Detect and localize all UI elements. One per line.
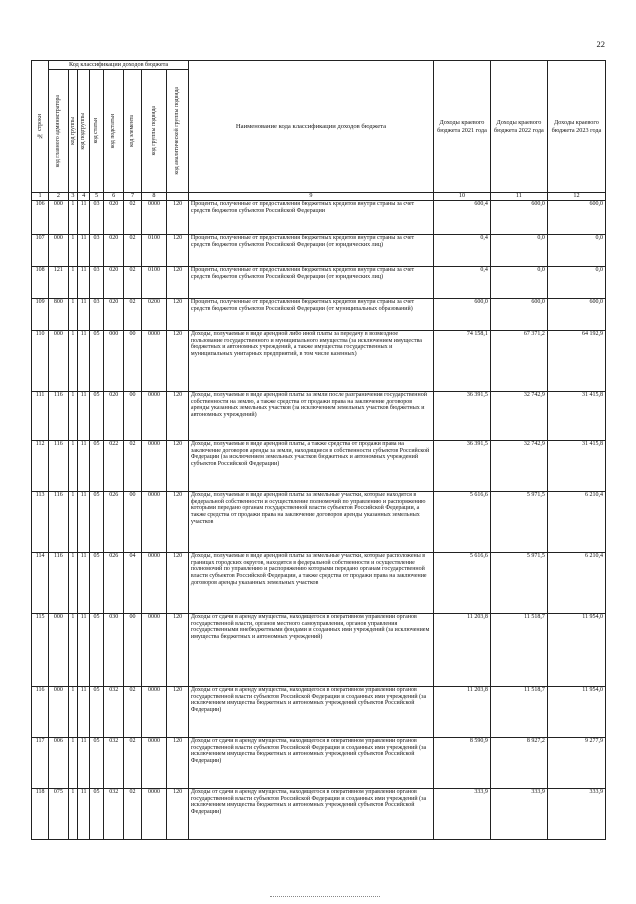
income-2022: 600,0 (490, 201, 547, 235)
income-code-name: Проценты, полученные от предоставления бюджетных кредитов внутри страны за счет средств бюджетов субъектов Российской Федерации (от муниципальных образований) (188, 299, 433, 331)
table-row (32, 392, 606, 441)
subtype-group-code: 0000 (141, 614, 167, 687)
page-number: 22 (596, 39, 605, 49)
subgroup-code: 11 (78, 299, 90, 331)
income-2021: 11 203,8 (433, 687, 490, 738)
subarticle-code: 020 (103, 235, 123, 267)
income-2022: 5 971,5 (490, 553, 547, 614)
admin-code: 121 (49, 267, 68, 299)
article-code: 05 (90, 789, 104, 840)
subgroup-code: 11 (78, 267, 90, 299)
income-code-name: Доходы, получаемые в виде арендной либо иной платы за передачу в возмездное пользование государственного и муниципального имущества (за исключением имущества бюджетных и автономных учреждений, а также имущества государственных и муниципальных унитарных предприятий, в том числе казенных) (188, 331, 433, 392)
element-code: 02 (124, 267, 141, 299)
income-code-name: Проценты, полученные от предоставления бюджетных кредитов внутри страны за счет средств бюджетов субъектов Российской Федерации (от юридических лиц) (188, 235, 433, 267)
admin-code: 075 (49, 789, 68, 840)
subgroup-code: 11 (78, 392, 90, 441)
element-code: 00 (124, 331, 141, 392)
income-code-name: Проценты, полученные от предоставления бюджетных кредитов внутри страны за счет средств бюджетов субъектов Российской Федерации (от юридических лиц) (188, 267, 433, 299)
subtype-group-code: 0000 (141, 789, 167, 840)
group-code: 1 (68, 738, 78, 789)
income-2021: 36 391,5 (433, 441, 490, 492)
subtype-group-code: 0000 (141, 331, 167, 392)
income-2023: 0,0 (547, 267, 605, 299)
header-income-2021: Доходы краевого бюджета 2021 года (433, 61, 490, 193)
subgroup-code: 11 (78, 614, 90, 687)
header-group-code: код группы (68, 70, 78, 193)
analytic-group-code: 120 (167, 392, 189, 441)
column-number: 10 (433, 193, 490, 201)
analytic-group-code: 120 (167, 299, 189, 331)
article-code: 03 (90, 299, 104, 331)
element-code: 02 (124, 687, 141, 738)
admin-code: 116 (49, 553, 68, 614)
income-2021: 36 391,5 (433, 392, 490, 441)
income-code-name: Доходы, получаемые в виде арендной платы, а также средства от продажи права на заключение договоров аренды за земли, находящиеся в собственности субъектов Российской Федерации (за исключением земельных участков бюджетных и автономных учреждений субъектов Российской Федерации) (188, 441, 433, 492)
income-2022: 333,9 (490, 789, 547, 840)
subarticle-code: 026 (103, 492, 123, 553)
header-income-2022: Доходы краевого бюджета 2022 года (490, 61, 547, 193)
subtype-group-code: 0000 (141, 201, 167, 235)
header-admin-code: код главного администратора (49, 70, 68, 193)
analytic-group-code: 120 (167, 201, 189, 235)
element-code: 02 (124, 235, 141, 267)
subgroup-code: 11 (78, 492, 90, 553)
article-code: 05 (90, 614, 104, 687)
table-row (32, 614, 606, 687)
row-number: 113 (32, 492, 49, 553)
income-2022: 8 927,2 (490, 738, 547, 789)
element-code: 04 (124, 553, 141, 614)
group-code: 1 (68, 441, 78, 492)
income-2022: 32 742,9 (490, 392, 547, 441)
admin-code: 000 (49, 614, 68, 687)
analytic-group-code: 120 (167, 235, 189, 267)
subtype-group-code: 0100 (141, 235, 167, 267)
row-number: 117 (32, 738, 49, 789)
income-2023: 31 415,8 (547, 392, 605, 441)
header-analytic-group-code: код аналитической группы подвида (167, 70, 189, 193)
row-number: 108 (32, 267, 49, 299)
subtype-group-code: 0000 (141, 553, 167, 614)
table-row (32, 738, 606, 789)
income-code-name: Доходы, получаемые в виде арендной платы за земли после разграничения государственной собственности на землю, а также средства от продажи права на заключение договоров аренды указанных земельных участков (за исключением земельных участков бюджетных и автономных учреждений) (188, 392, 433, 441)
group-code: 1 (68, 789, 78, 840)
income-code-name: Доходы, получаемые в виде арендной платы за земельные участки, которые находятся в федеральной собственности и осуществление полномочий по управлению и распоряжению которыми передано органам государственной власти субъектов Российской Федерации, а также средства от продажи права на заключение договоров аренды указанных земельных участков (188, 492, 433, 553)
income-2021: 333,9 (433, 789, 490, 840)
subtype-group-code: 0000 (141, 492, 167, 553)
table-row (32, 441, 606, 492)
table-row (32, 331, 606, 392)
analytic-group-code: 120 (167, 789, 189, 840)
table-row (32, 553, 606, 614)
column-number: 12 (547, 193, 605, 201)
table-row (32, 201, 606, 235)
income-2023: 31 415,8 (547, 441, 605, 492)
table-row (32, 267, 606, 299)
column-number: 7 (124, 193, 141, 201)
row-number: 109 (32, 299, 49, 331)
element-code: 00 (124, 492, 141, 553)
subgroup-code: 11 (78, 687, 90, 738)
admin-code: 000 (49, 201, 68, 235)
admin-code: 116 (49, 492, 68, 553)
subarticle-code: 026 (103, 553, 123, 614)
subarticle-code: 022 (103, 441, 123, 492)
income-2022: 0,0 (490, 235, 547, 267)
element-code: 02 (124, 789, 141, 840)
income-2023: 600,0 (547, 201, 605, 235)
subtype-group-code: 0000 (141, 738, 167, 789)
group-code: 1 (68, 553, 78, 614)
header-element-code: код элемента (124, 70, 141, 193)
income-2022: 5 971,5 (490, 492, 547, 553)
analytic-group-code: 120 (167, 441, 189, 492)
row-number: 107 (32, 235, 49, 267)
income-2021: 11 203,8 (433, 614, 490, 687)
article-code: 05 (90, 331, 104, 392)
column-number-row (32, 193, 606, 201)
table-row (32, 492, 606, 553)
income-2023: 6 210,4 (547, 553, 605, 614)
table-row (32, 789, 606, 840)
analytic-group-code: 120 (167, 614, 189, 687)
header-row-number: № строки (32, 61, 49, 193)
analytic-group-code: 120 (167, 687, 189, 738)
group-code: 1 (68, 392, 78, 441)
income-2023: 0,0 (547, 235, 605, 267)
header-subgroup-code: код подгруппы (78, 70, 90, 193)
article-code: 03 (90, 235, 104, 267)
row-number: 118 (32, 789, 49, 840)
group-code: 1 (68, 267, 78, 299)
admin-code: 116 (49, 392, 68, 441)
income-2021: 600,0 (433, 299, 490, 331)
element-code: 00 (124, 614, 141, 687)
admin-code: 800 (49, 299, 68, 331)
article-code: 05 (90, 492, 104, 553)
article-code: 03 (90, 267, 104, 299)
income-2022: 32 742,9 (490, 441, 547, 492)
income-2021: 5 616,6 (433, 492, 490, 553)
subarticle-code: 020 (103, 299, 123, 331)
admin-code: 006 (49, 738, 68, 789)
row-number: 112 (32, 441, 49, 492)
element-code: 00 (124, 392, 141, 441)
income-code-name: Проценты, полученные от предоставления бюджетных кредитов внутри страны за счет средств бюджетов субъектов Российской Федерации (188, 201, 433, 235)
table-row (32, 299, 606, 331)
group-code: 1 (68, 492, 78, 553)
article-code: 05 (90, 392, 104, 441)
table-row (32, 687, 606, 738)
income-2022: 0,0 (490, 267, 547, 299)
income-2021: 600,4 (433, 201, 490, 235)
income-2022: 67 371,2 (490, 331, 547, 392)
subgroup-code: 11 (78, 789, 90, 840)
page-footer-mark (270, 896, 380, 900)
analytic-group-code: 120 (167, 331, 189, 392)
income-2022: 11 518,7 (490, 614, 547, 687)
header-subarticle-code: код подстатьи (103, 70, 123, 193)
group-code: 1 (68, 201, 78, 235)
column-number (167, 193, 189, 201)
income-2021: 8 590,9 (433, 738, 490, 789)
column-number: 11 (490, 193, 547, 201)
subgroup-code: 11 (78, 235, 90, 267)
element-code: 02 (124, 441, 141, 492)
group-code: 1 (68, 235, 78, 267)
column-number: 1 (32, 193, 49, 201)
analytic-group-code: 120 (167, 267, 189, 299)
group-code: 1 (68, 687, 78, 738)
subgroup-code: 11 (78, 738, 90, 789)
header-code-name: Наименование кода классификации доходов бюджета (188, 61, 433, 193)
income-2021: 5 616,6 (433, 553, 490, 614)
income-2023: 9 277,9 (547, 738, 605, 789)
subtype-group-code: 0000 (141, 441, 167, 492)
budget-income-table (31, 60, 606, 840)
analytic-group-code: 120 (167, 553, 189, 614)
income-2021: 0,4 (433, 235, 490, 267)
article-code: 05 (90, 687, 104, 738)
row-number: 116 (32, 687, 49, 738)
subgroup-code: 11 (78, 553, 90, 614)
column-number: 6 (103, 193, 123, 201)
header-subtype-group-code: код группы подвида (141, 70, 167, 193)
analytic-group-code: 120 (167, 492, 189, 553)
column-number: 2 (49, 193, 68, 201)
income-code-name: Доходы, получаемые в виде арендной платы за земельные участки, которые расположены в границах городских округов, находятся в федеральной собственности и осуществление полномочий по управлению и распоряжению которыми передано органам государственной власти субъектов Российской Федерации, а также средства от продажи права на заключение договоров аренды указанных земельных участков (188, 553, 433, 614)
element-code: 02 (124, 299, 141, 331)
admin-code: 116 (49, 441, 68, 492)
income-2022: 600,0 (490, 299, 547, 331)
income-2023: 333,9 (547, 789, 605, 840)
group-code: 1 (68, 614, 78, 687)
income-2023: 64 192,9 (547, 331, 605, 392)
income-2023: 11 954,0 (547, 614, 605, 687)
subarticle-code: 020 (103, 201, 123, 235)
subarticle-code: 030 (103, 614, 123, 687)
header-article-code: код статьи (90, 70, 104, 193)
subarticle-code: 020 (103, 392, 123, 441)
subarticle-code: 020 (103, 267, 123, 299)
article-code: 05 (90, 553, 104, 614)
subtype-group-code: 0000 (141, 392, 167, 441)
column-number: 8 (141, 193, 167, 201)
article-code: 05 (90, 441, 104, 492)
row-number: 115 (32, 614, 49, 687)
group-code: 1 (68, 331, 78, 392)
income-2023: 11 954,0 (547, 687, 605, 738)
income-2021: 74 158,1 (433, 331, 490, 392)
table-row (32, 235, 606, 267)
subgroup-code: 11 (78, 441, 90, 492)
admin-code: 000 (49, 687, 68, 738)
element-code: 02 (124, 201, 141, 235)
header-classification-code: Код классификации доходов бюджета (49, 61, 189, 70)
subgroup-code: 11 (78, 201, 90, 235)
article-code: 03 (90, 201, 104, 235)
article-code: 05 (90, 738, 104, 789)
income-2022: 11 518,7 (490, 687, 547, 738)
income-code-name: Доходы от сдачи в аренду имущества, находящегося в оперативном управлении органов государственной власти субъектов Российской Федерации и созданных ими учреждений (за исключением имущества бюджетных и автономных учреждений субъектов Российской Федерации) (188, 687, 433, 738)
element-code: 02 (124, 738, 141, 789)
income-2023: 600,0 (547, 299, 605, 331)
row-number: 110 (32, 331, 49, 392)
income-2023: 6 210,4 (547, 492, 605, 553)
income-code-name: Доходы от сдачи в аренду имущества, находящегося в оперативном управлении органов государственной власти субъектов Российской Федерации и созданных ими учреждений (за исключением имущества бюджетных и автономных учреждений субъектов Российской Федерации) (188, 789, 433, 840)
column-number: 5 (90, 193, 104, 201)
subtype-group-code: 0000 (141, 687, 167, 738)
subarticle-code: 032 (103, 738, 123, 789)
header-income-2023: Доходы краевого бюджета 2023 года (547, 61, 605, 193)
column-number: 9 (188, 193, 433, 201)
income-2021: 0,4 (433, 267, 490, 299)
admin-code: 000 (49, 235, 68, 267)
subarticle-code: 032 (103, 687, 123, 738)
row-number: 114 (32, 553, 49, 614)
income-code-name: Доходы от сдачи в аренду имущества, находящегося в оперативном управлении органов государственной власти, органов местного самоуправления, органов управления государственными внебюджетными фондами и созданных ими учреждений (за исключением имущества бюджетных и автономных учреждений) (188, 614, 433, 687)
row-number: 111 (32, 392, 49, 441)
admin-code: 000 (49, 331, 68, 392)
subtype-group-code: 0200 (141, 299, 167, 331)
subtype-group-code: 0100 (141, 267, 167, 299)
subgroup-code: 11 (78, 331, 90, 392)
income-code-name: Доходы от сдачи в аренду имущества, находящегося в оперативном управлении органов государственной власти субъектов Российской Федерации и созданных ими учреждений (за исключением имущества бюджетных и автономных учреждений субъектов Российской Федерации) (188, 738, 433, 789)
column-number: 3 (68, 193, 78, 201)
table-body (32, 201, 606, 840)
subarticle-code: 032 (103, 789, 123, 840)
analytic-group-code: 120 (167, 738, 189, 789)
row-number: 106 (32, 201, 49, 235)
subarticle-code: 000 (103, 331, 123, 392)
group-code: 1 (68, 299, 78, 331)
column-number: 4 (78, 193, 90, 201)
